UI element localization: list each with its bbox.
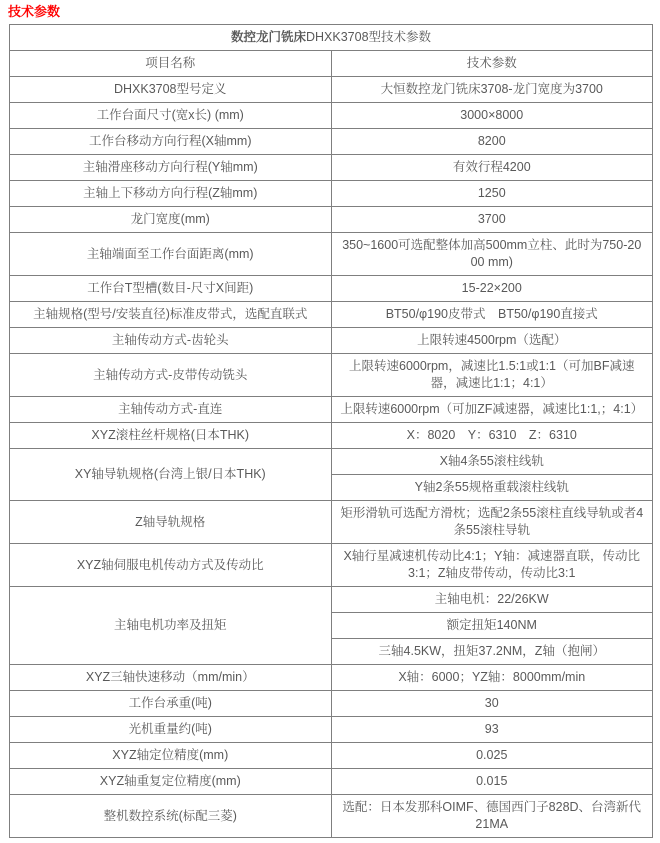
table-row [10, 501, 653, 544]
spec-value: 有效行程4200 [331, 155, 653, 181]
table-row [10, 233, 653, 276]
table-row [10, 691, 653, 717]
spec-label: XYZ轴重复定位精度(mm) [10, 769, 332, 795]
spec-label: 主轴上下移动方向行程(Z轴mm) [10, 181, 332, 207]
table-row [10, 587, 653, 613]
spec-value: X轴4条55滚柱线轨 [331, 449, 653, 475]
column-header-item: 项目名称 [10, 51, 332, 77]
spec-label: 主轴传动方式-齿轮头 [10, 328, 332, 354]
table-row [10, 665, 653, 691]
table-row [10, 795, 653, 838]
spec-value: 3700 [331, 207, 653, 233]
table-row [10, 354, 653, 397]
spec-label: XY轴导轨规格(台湾上银/日本THK) [10, 449, 332, 501]
spec-value: 30 [331, 691, 653, 717]
spec-value: 额定扭矩140NM [331, 613, 653, 639]
spec-label: 工作台T型槽(数目-尺寸X间距) [10, 276, 332, 302]
table-row [10, 302, 653, 328]
spec-value: 主轴电机：22/26KW [331, 587, 653, 613]
spec-label: XYZ轴伺服电机传动方式及传动比 [10, 544, 332, 587]
table-row [10, 77, 653, 103]
spec-label: 主轴传动方式-皮带传动铣头 [10, 354, 332, 397]
table-row [10, 544, 653, 587]
table-row [10, 181, 653, 207]
table-row [10, 328, 653, 354]
spec-value: BT50/φ190皮带式 BT50/φ190直接式 [331, 302, 653, 328]
spec-value: 0.015 [331, 769, 653, 795]
table-row [10, 129, 653, 155]
spec-label: 整机数控系统(标配三菱) [10, 795, 332, 838]
column-header-param: 技术参数 [331, 51, 653, 77]
spec-label: 工作台面尺寸(宽x长) (mm) [10, 103, 332, 129]
spec-value: X轴：6000；YZ轴：8000mm/min [331, 665, 653, 691]
spec-value: 矩形滑轨可选配方滑枕；选配2条55滚柱直线导轨或者4条55滚柱导轨 [331, 501, 653, 544]
spec-label: DHXK3708型号定义 [10, 77, 332, 103]
table-row [10, 769, 653, 795]
table-row [10, 423, 653, 449]
table-title-row [10, 25, 653, 51]
spec-value: 8200 [331, 129, 653, 155]
spec-label: XYZ轴定位精度(mm) [10, 743, 332, 769]
table-row [10, 717, 653, 743]
spec-value: Y轴2条55规格重载滚柱线轨 [331, 475, 653, 501]
table-row [10, 743, 653, 769]
spec-value: X：8020 Y：6310 Z：6310 [331, 423, 653, 449]
spec-label: Z轴导轨规格 [10, 501, 332, 544]
spec-label: 工作台承重(吨) [10, 691, 332, 717]
spec-value: 选配：日本发那科OIMF、德国西门子828D、台湾新代21MA [331, 795, 653, 838]
section-heading: 技术参数 [8, 4, 61, 19]
table-row [10, 276, 653, 302]
spec-value: X轴行星减速机传动比4:1；Y轴：减速器直联，传动比3:1；Z轴皮带传动，传动比3:1 [331, 544, 653, 587]
spec-label: 主轴电机功率及扭矩 [10, 587, 332, 665]
spec-label: 工作台移动方向行程(X轴mm) [10, 129, 332, 155]
spec-value: 上限转速6000rpm，减速比1.5:1或1:1（可加BF减速器，减速比1:1；4:1） [331, 354, 653, 397]
spec-label: XYZ三轴快速移动（mm/min） [10, 665, 332, 691]
spec-value: 15-22×200 [331, 276, 653, 302]
table-title-bold: 数控龙门铣床 [230, 30, 306, 44]
table-row [10, 207, 653, 233]
spec-value: 350~1600可选配整体加高500mm立柱、此时为750-2000 mm) [331, 233, 653, 276]
table-row [10, 397, 653, 423]
spec-value: 0.025 [331, 743, 653, 769]
spec-value: 三轴4.5KW，扭矩37.2NM，Z轴（抱闸） [331, 639, 653, 665]
spec-value: 3000×8000 [331, 103, 653, 129]
spec-value: 大恒数控龙门铣床3708-龙门宽度为3700 [331, 77, 653, 103]
table-title-rest: DHXK3708型技术参数 [305, 30, 432, 44]
spec-label: 光机重量约(吨) [10, 717, 332, 743]
spec-label: XYZ滚柱丝杆规格(日本THK) [10, 423, 332, 449]
spec-value: 上限转速4500rpm（选配） [331, 328, 653, 354]
spec-label: 龙门宽度(mm) [10, 207, 332, 233]
spec-label: 主轴端面至工作台面距离(mm) [10, 233, 332, 276]
table-row [10, 155, 653, 181]
spec-label: 主轴传动方式-直连 [10, 397, 332, 423]
spec-table [9, 24, 653, 838]
spec-label: 主轴滑座移动方向行程(Y轴mm) [10, 155, 332, 181]
spec-label: 主轴规格(型号/安装直径)标准皮带式，选配直联式 [10, 302, 332, 328]
spec-value: 上限转速6000rpm（可加ZF减速器，减速比1:1,；4:1） [331, 397, 653, 423]
table-row [10, 103, 653, 129]
spec-value: 1250 [331, 181, 653, 207]
table-row [10, 449, 653, 475]
spec-value: 93 [331, 717, 653, 743]
table-header-row [10, 51, 653, 77]
table-title [10, 25, 653, 51]
